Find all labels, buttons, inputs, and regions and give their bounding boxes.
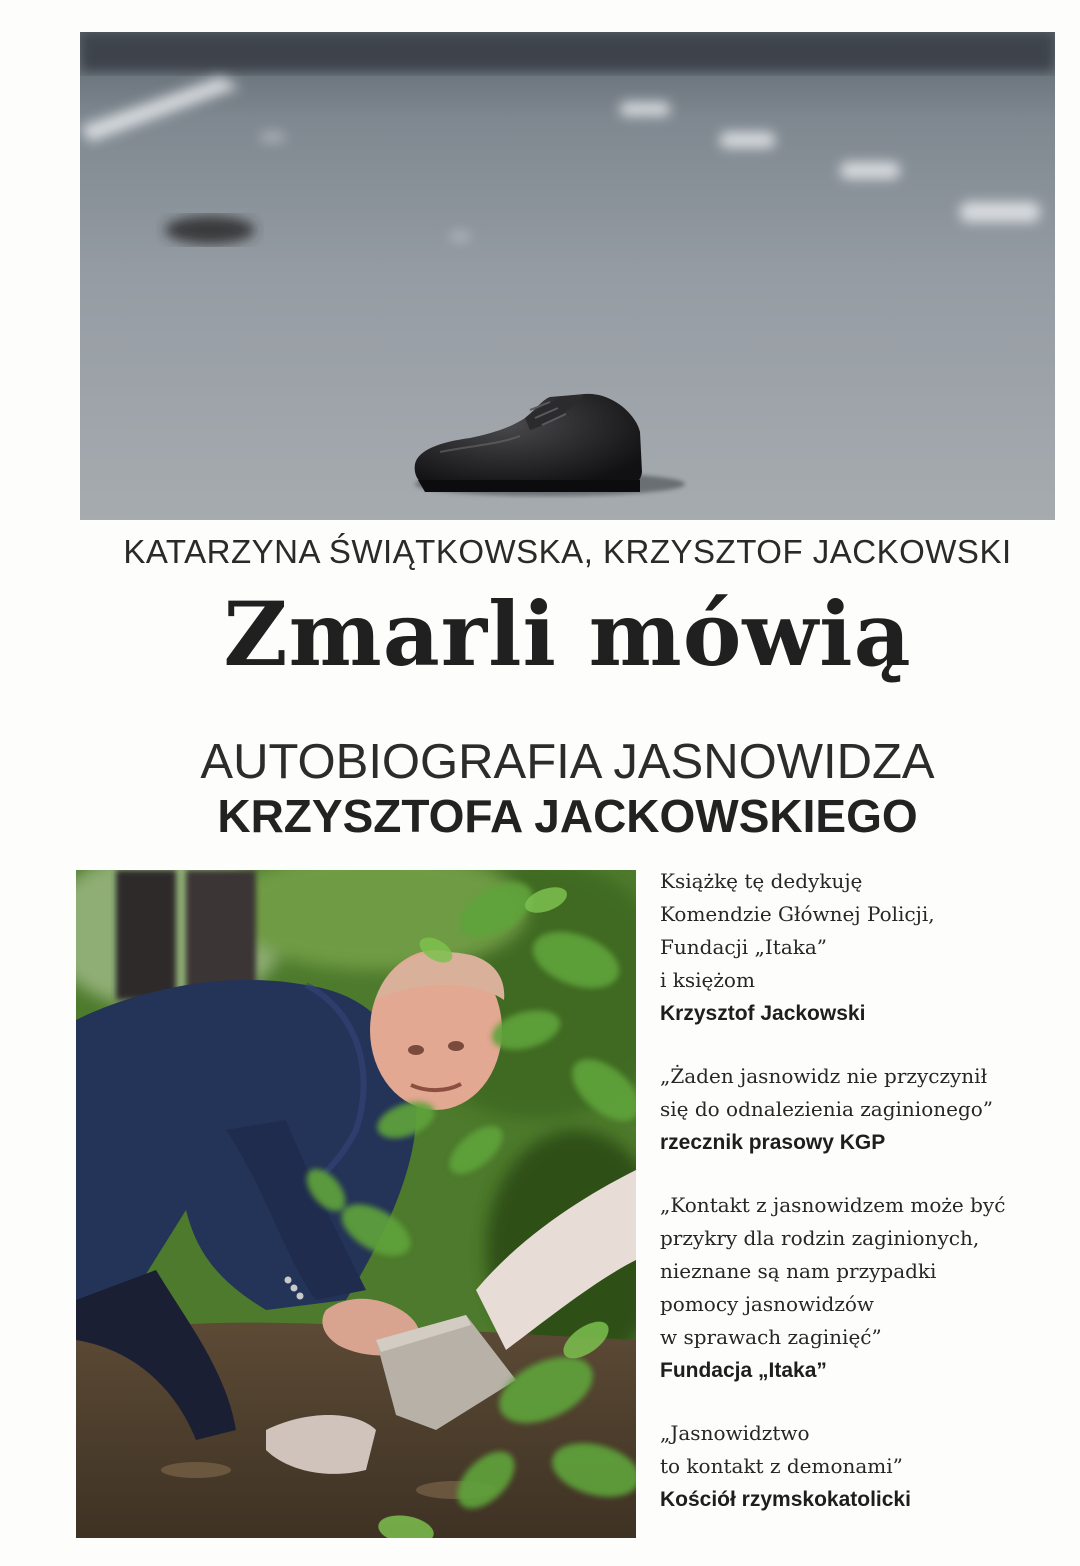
road-shoe-photo: [80, 32, 1055, 520]
dedication-author: Krzysztof Jackowski: [660, 1002, 866, 1025]
book-title: Zmarli mówią: [223, 582, 912, 686]
quote-block-kgp: [660, 1060, 1060, 1159]
subtitle-line-2: KRZYSZTOFA JACKOWSKIEGO: [217, 790, 918, 842]
clairvoyant-search-photo: [76, 870, 636, 1538]
quote-source-church: Kościół rzymskokatolicki: [660, 1488, 911, 1511]
quote-block-itaka: [660, 1189, 1060, 1387]
dedication-text: Książkę tę dedykuję Komendzie Głównej Policji, Fundacji „Itaka” i księżom: [660, 869, 935, 992]
quote-source-kgp: rzecznik prasowy KGP: [660, 1131, 886, 1154]
authors-line: KATARZYNA ŚWIĄTKOWSKA, KRZYSZTOF JACKOWSKI: [123, 533, 1012, 570]
quote-text-itaka: „Kontakt z jasnowidzem może być przykry dla rodzin zaginionych, nieznane są nam przypadki pomocy jasnowidzów w sprawach zaginięć”: [660, 1193, 1006, 1349]
quote-block-church: [660, 1417, 1060, 1516]
quote-text-kgp: „Żaden jasnowidz nie przyczynił się do odnalezienia zaginionego”: [660, 1064, 994, 1121]
quote-text-church: „Jasnowidztwo to kontakt z demonami”: [660, 1421, 903, 1478]
subtitle-line-1: AUTOBIOGRAFIA JASNOWIDZA: [200, 735, 935, 789]
quotes-column: [660, 865, 1060, 1546]
dedication-block: [660, 865, 1060, 1030]
quote-source-itaka: Fundacja „Itaka”: [660, 1359, 827, 1382]
